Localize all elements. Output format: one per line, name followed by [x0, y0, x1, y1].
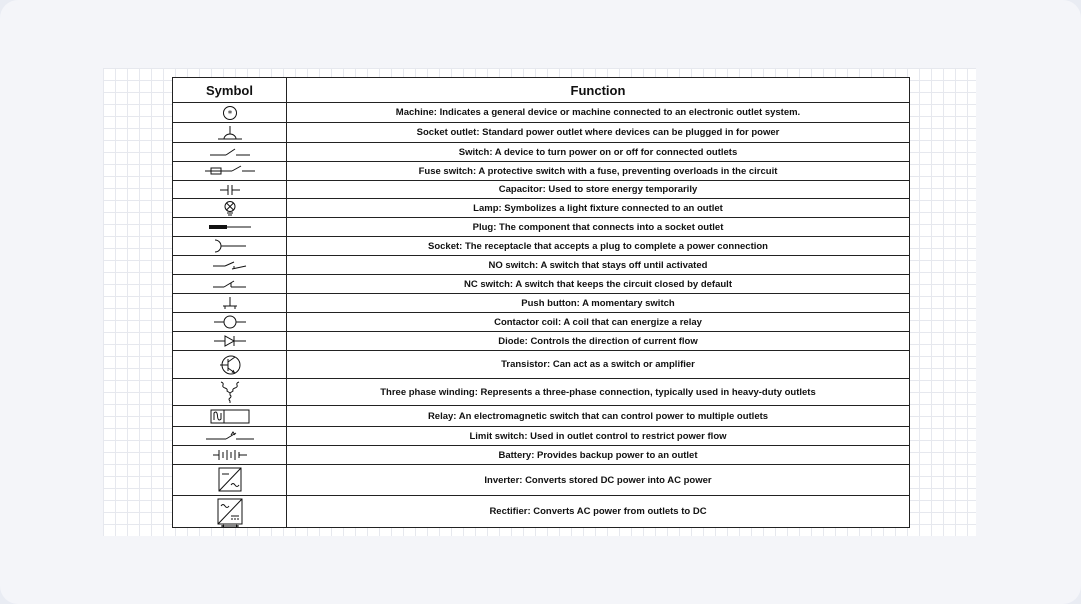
- function-cell: Contactor coil: A coil that can energize a relay: [287, 313, 910, 332]
- switch-icon: [208, 144, 252, 160]
- table-row: [173, 496, 910, 528]
- symbol-table: [172, 77, 910, 528]
- lamp-icon: [210, 200, 250, 217]
- function-cell: Push button: A momentary switch: [287, 294, 910, 313]
- table-row: [173, 427, 910, 446]
- function-cell: NC switch: A switch that keeps the circuit closed by default: [287, 275, 910, 294]
- table-row: [173, 123, 910, 143]
- push-button-icon: [210, 296, 250, 310]
- table-row: [173, 275, 910, 294]
- transistor-icon: [210, 353, 250, 377]
- plug-icon: [207, 220, 253, 234]
- function-cell: Lamp: Symbolizes a light fixture connected to an outlet: [287, 199, 910, 218]
- table-header-row: [173, 78, 910, 103]
- battery-icon: [210, 448, 250, 462]
- contactor-coil-icon: [210, 314, 250, 330]
- table-row: [173, 379, 910, 406]
- rectifier-icon: [210, 497, 250, 527]
- function-cell: Socket: The receptacle that accepts a plug to complete a power connection: [287, 237, 910, 256]
- function-cell: Plug: The component that connects into a socket outlet: [287, 218, 910, 237]
- fuse-switch-icon: [204, 163, 256, 179]
- relay-icon: [207, 408, 253, 425]
- no-switch-icon: [210, 258, 250, 272]
- table-row: [173, 143, 910, 162]
- table-row: [173, 332, 910, 351]
- table-row: [173, 218, 910, 237]
- table-row: [173, 406, 910, 427]
- grid-canvas: [103, 68, 976, 536]
- table-row: [173, 162, 910, 181]
- function-cell: Machine: Indicates a general device or machine connected to an electronic outlet system.: [287, 103, 910, 123]
- function-cell: Capacitor: Used to store energy temporarily: [287, 181, 910, 199]
- machine-icon: [210, 104, 250, 122]
- function-cell: Transistor: Can act as a switch or amplifier: [287, 351, 910, 379]
- symbol-column-header: Symbol: [173, 78, 287, 103]
- function-cell: Switch: A device to turn power on or off for connected outlets: [287, 143, 910, 162]
- table-row: [173, 103, 910, 123]
- table-row: [173, 199, 910, 218]
- table-row: [173, 465, 910, 496]
- diode-icon: [210, 333, 250, 349]
- table-row: [173, 256, 910, 275]
- table-row: [173, 181, 910, 199]
- nc-switch-icon: [210, 277, 250, 291]
- three-phase-winding-icon: [210, 380, 250, 404]
- svg-text:*: *: [227, 109, 232, 119]
- function-cell: Battery: Provides backup power to an outlet: [287, 446, 910, 465]
- function-cell: Fuse switch: A protective switch with a fuse, preventing overloads in the circuit: [287, 162, 910, 181]
- capacitor-icon: [210, 183, 250, 197]
- socket-icon: [210, 238, 250, 254]
- function-cell: Relay: An electromagnetic switch that can control power to multiple outlets: [287, 406, 910, 427]
- function-cell: Three phase winding: Represents a three-phase connection, typically used in heavy-duty outlets: [287, 379, 910, 406]
- function-column-header: Function: [287, 78, 910, 103]
- function-cell: Diode: Controls the direction of current flow: [287, 332, 910, 351]
- table-row: [173, 294, 910, 313]
- function-cell: NO switch: A switch that stays off until activated: [287, 256, 910, 275]
- inverter-icon: [210, 466, 250, 494]
- table-row: [173, 237, 910, 256]
- function-cell: Limit switch: Used in outlet control to restrict power flow: [287, 427, 910, 446]
- table-row: [173, 313, 910, 332]
- table-row: [173, 446, 910, 465]
- function-cell: Socket outlet: Standard power outlet where devices can be plugged in for power: [287, 123, 910, 143]
- function-cell: Rectifier: Converts AC power from outlets to DC: [287, 496, 910, 528]
- limit-switch-icon: [204, 429, 256, 443]
- function-cell: Inverter: Converts stored DC power into AC power: [287, 465, 910, 496]
- socket-outlet-icon: [210, 124, 250, 142]
- table-row: [173, 351, 910, 379]
